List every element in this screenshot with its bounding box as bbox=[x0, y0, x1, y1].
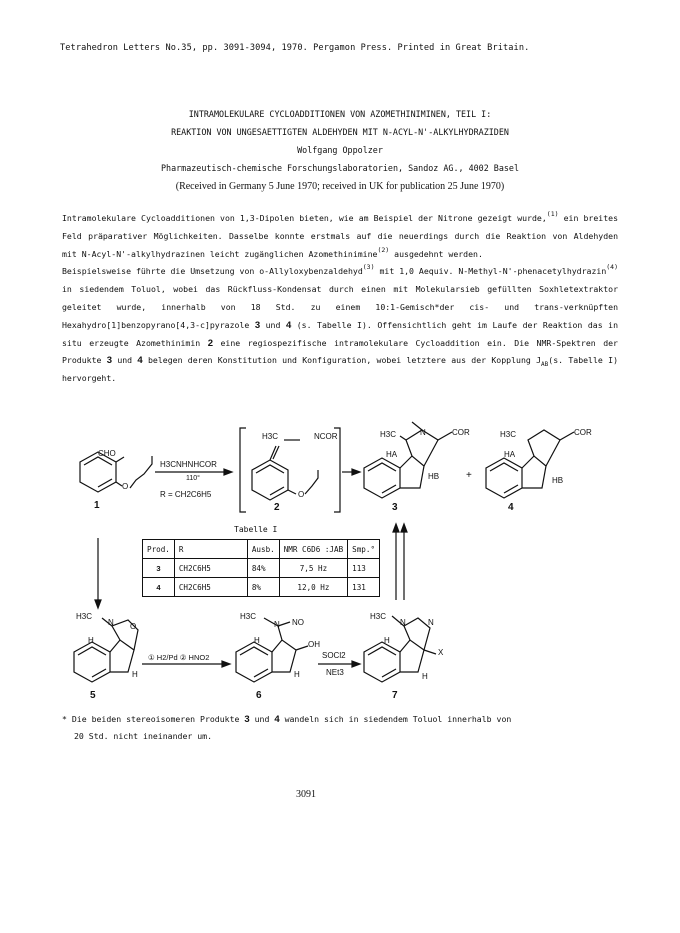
benzene-ring-2 bbox=[252, 460, 288, 500]
atom-o-1: O bbox=[122, 482, 129, 491]
r-definition: R = CH2C6H5 bbox=[160, 490, 212, 499]
atom-hb-4: HB bbox=[552, 476, 564, 485]
title-line-1: INTRAMOLEKULARE CYCLOADDITIONEN VON AZOMETHINIMINEN, TEIL I: bbox=[188, 109, 492, 119]
atom-o-2: O bbox=[298, 490, 305, 499]
atom-h-5: H bbox=[88, 636, 94, 645]
atom-ha-4: HA bbox=[504, 450, 516, 459]
benzene-ring-3 bbox=[364, 458, 400, 498]
atom-h-5b: H bbox=[132, 670, 138, 679]
atom-h3c-2: H3C bbox=[262, 432, 279, 441]
atom-cor-4: COR bbox=[574, 428, 592, 437]
ref-1: (1) bbox=[546, 210, 559, 218]
benzene-ring-7 bbox=[364, 642, 400, 682]
table-header-row bbox=[143, 540, 380, 559]
compound-label-1: 1 bbox=[94, 500, 100, 511]
step-6-7-reagent-top: SOCl2 bbox=[322, 651, 346, 660]
benzene-ring-1 bbox=[80, 452, 116, 492]
table-header: R bbox=[174, 540, 247, 559]
bracket-left bbox=[240, 428, 246, 512]
table-1 bbox=[142, 539, 380, 597]
table-header: Prod. bbox=[143, 540, 175, 559]
ref-3: (3) bbox=[362, 263, 375, 272]
atom-h3c-4: H3C bbox=[500, 430, 517, 439]
atom-no-6: NO bbox=[292, 618, 304, 627]
ref-4: (4) bbox=[606, 263, 618, 272]
step-6-7-reagent-bottom: NEt3 bbox=[326, 668, 344, 677]
compound-label-2: 2 bbox=[274, 502, 280, 513]
atom-n-7b: N bbox=[428, 618, 434, 627]
compound-label-4: 4 bbox=[508, 502, 514, 513]
title-line-2: REAKTION VON UNGESAETTIGTEN ALDEHYDEN MIT N-ACYL-N'-ALKYLHYDRAZIDEN bbox=[171, 127, 509, 137]
compound-label-3: 3 bbox=[392, 502, 398, 513]
compound-label-7: 7 bbox=[392, 690, 398, 701]
compound-label-6: 6 bbox=[256, 690, 262, 701]
benzene-ring-5 bbox=[74, 642, 110, 682]
atom-n-3: N bbox=[420, 428, 426, 437]
table-caption: Tabelle I bbox=[234, 525, 278, 534]
benzene-ring-4 bbox=[486, 458, 522, 498]
atom-h-6b: H bbox=[294, 670, 300, 679]
atom-h3c-7: H3C bbox=[370, 612, 387, 621]
benzene-ring-6 bbox=[236, 642, 272, 682]
atom-n-7: N bbox=[400, 618, 406, 627]
affiliation: Pharmazeutisch-chemische Forschungslaboratorien, Sandoz AG., 4002 Basel bbox=[161, 163, 519, 173]
received-line: (Received in Germany 5 June 1970; received in UK for publication 25 June 1970) bbox=[175, 181, 505, 192]
atom-oh-6: OH bbox=[308, 640, 320, 649]
atom-cor-3: COR bbox=[452, 428, 470, 437]
table-row: 3 CH2C6H5 84% 7,5 Hz 113 bbox=[143, 559, 380, 578]
paragraph-2: Beispielsweise führte die Umsetzung von o-Allyloxybenzaldehyd$^{(3)}$ mit 1,0 Aequiv. N-Methyl-N'-phenacetylhydrazin$^{(4)}$ in siedendem Toluol, wobei das Rückfluss-Kondensat durch einen mit Molekularsieb gefüllten Soxhletextraktor geleitet wurde, innerhalb von 18 Std. zu einem 10:1-Gemisch*der cis- und trans-verknüpften Hexahydro[1]benzopyrano[4,3-c]pyrazole 3 und 4 (s. Tabelle I). Offensichtlich geht im Laufe der Reaktion das in situ erzeugte Azomethinimin 2 eine regiospezifische intramolekulare Cycloaddition ein. Die NMR-Spektren der Produkte 3 und 4 belegen deren Konstitution und Konfiguration, wobei letztere aus der Kopplung $J_{AB}(s$. Tabelle I) hervorgeht. bbox=[62, 263, 618, 384]
ref-2: (2) bbox=[377, 245, 390, 254]
table-header: Smp.° bbox=[348, 540, 380, 559]
reagent-label: H3CNHNHCOR bbox=[160, 460, 217, 469]
plus-sign: + bbox=[466, 470, 472, 481]
atom-h-6: H bbox=[254, 636, 260, 645]
atom-n-5: N bbox=[108, 618, 114, 627]
paragraph-1: Intramolekulare Cycloadditionen von 1,3-Dipolen bieten, wie am Beispiel der Nitrone gezeigt wurde,$^{(1)}$ ein breites Feld präparativer Möglichkeiten. Dasselbe konnte erstmals auf die neuerdings durch die Reaktion von Aldehyden mit N-Acyl-N'-alkylhydrazinen leicht zugänglichen Azomethinimine$^{(2)}$ ausgedehnt werden. bbox=[62, 210, 618, 259]
atom-ha-3: HA bbox=[386, 450, 398, 459]
atom-x-7: X bbox=[438, 648, 444, 657]
atom-h3c-3: H3C bbox=[380, 430, 397, 439]
author: Wolfgang Oppolzer bbox=[297, 145, 383, 155]
atom-h-7b: H bbox=[422, 672, 428, 681]
table-header: NMR C6D6 :JAB bbox=[279, 540, 347, 559]
atom-h3c-5: H3C bbox=[76, 612, 93, 621]
atom-hb-3: HB bbox=[428, 472, 440, 481]
table-row: 4 CH2C6H5 8% 12,0 Hz 131 bbox=[143, 578, 380, 597]
atom-o-5: O bbox=[130, 622, 137, 631]
allyl-chain-1 bbox=[130, 456, 152, 488]
compound-label-5: 5 bbox=[90, 690, 96, 701]
cho-bond bbox=[116, 457, 124, 462]
temperature-label: 110° bbox=[186, 475, 200, 482]
atom-cho-1: CHO bbox=[98, 449, 116, 458]
step-5-6-reagents: ① H2/Pd ② HNO2 bbox=[148, 653, 210, 662]
atom-ncor-2: NCOR bbox=[314, 432, 338, 441]
table-header: Ausb. bbox=[247, 540, 279, 559]
atom-h-7: H bbox=[384, 636, 390, 645]
footnote: * Die beiden stereoisomeren Produkte 3 und 4 wandeln sich in siedendem Toluol innerhalb von 20 Std. nicht ineinander um. bbox=[62, 714, 512, 741]
page-number: 3091 bbox=[296, 789, 316, 800]
atom-h3c-6: H3C bbox=[240, 612, 257, 621]
journal-citation: Tetrahedron Letters No.35, pp. 3091-3094, 1970. Pergamon Press. Printed in Great Britain. bbox=[60, 43, 530, 53]
atom-n-6: N bbox=[274, 620, 280, 629]
